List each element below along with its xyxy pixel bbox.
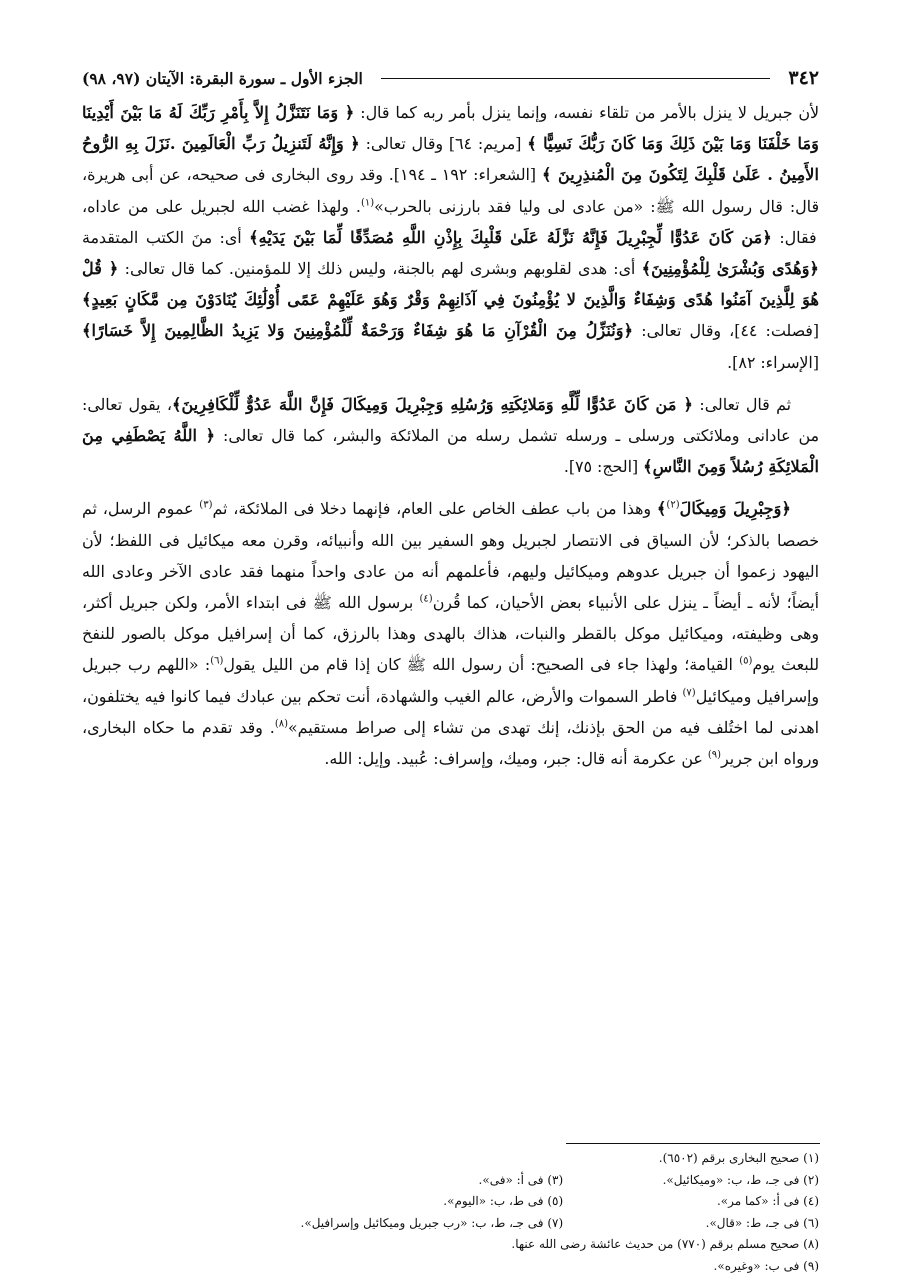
quran-verse: ﴿ وَإِنَّهُ لَتَنزِيلُ رَبِّ الْعَالَمِينَ .نَزَلَ بِهِ الرُّوحُ الأَمِينُ . عَلَىٰ قَلْبِكَ لِتَكُونَ مِنَ الْمُنذِرِينَ ﴾ [82,134,819,185]
quran-verse: ﴿وَنُنَزِّلُ مِنَ الْقُرْآنِ مَا هُوَ شِفَاءٌ وَرَحْمَةٌ لِّلْمُؤْمِنِينَ وَلا يَزِيدُ الظَّالِمِينَ إِلاَّ خَسَارًا﴾ [82,321,634,341]
footnote-ref-5[interactable]: (٥) [739,656,753,668]
text-run: أى: منَ الكتب المتقدمة [82,227,242,247]
quran-verse: ﴿وَجِبْرِيلَ وَمِيكَالَ$^{(٢)}$﴾ [656,499,791,519]
footnote-1: (١) صحيح البخارى برقم (٦٥٠٢). [658,1151,819,1165]
text-run: [الإسراء: ٨٢]. [727,352,819,372]
text-run: [الشعراء: ١٩٢ ـ ١٩٤]. وقد روى البخارى فى صحيحه، عن أبى هريرة، قال: قال رسول الله ﷺ: «من عادى لى وليا فقد بارزنى بالحرب» [82,165,819,216]
footnote-ref-7[interactable]: (٧) [682,687,696,699]
paragraph-3 [82,493,819,774]
text-run: لأن جبريل لا ينزل بالأمر من تلقاء نفسه، وإنما ينزل بأمر ربه كما قال: [354,103,820,122]
footnote-2: (٢) فى جـ، ط، ب: «وميكائيل». [662,1172,819,1187]
quran-verse: ﴿مَن كَانَ عَدُوًّا لِّجِبْرِيلَ فَإِنَّهُ نَزَّلَهُ عَلَىٰ قَلْبِكَ بِإِذْنِ اللَّهِ مُصَدِّقًا لِّمَا بَيْنَ يَدَيْهِ﴾ [249,227,772,247]
footnote-separator [566,1143,820,1144]
text-run: برسول الله ﷺ فى ابتداء الأمر، ولكن جبريل أكثر، وهى وظيفته، وميكائيل موكل بالقطر والنبات، هذاك بالهدى وهذا بالرزق، كما أن إسرافيل موكل بالصور للنفخ للبعث يوم [82,593,820,675]
quran-verse: ﴿ مَن كَانَ عَدُوًّا لِّلَّهِ وَمَلائِكَتِهِ وَرُسُلِهِ وَجِبْرِيلَ وَمِيكَالَ فَإِنَّ اللَّهَ عَدُوٌّ لِّلْكَافِرِينَ﴾ [171,394,694,414]
text-run: . ولهذا غضب الله لجبريل على من عاداه، فقال: [82,196,817,247]
footnote-6: (٦) فى جـ، ط: «قال». [705,1215,819,1230]
footnote-line [82,1191,819,1213]
text-run: فاطر السموات والأرض، عالم الغيب والشهادة، أنت تحكم بين عبادك فيما كانوا فيه يختلفون، اهدنى لما اختُلف فيه من الحق بإذنك، إنك تهدى من تشاء إلى صراط مستقيم» [82,686,820,737]
quran-verse: ﴿ قُلْ هُوَ لِلَّذِينَ آمَنُوا هُدًى وَشِفَاءٌ وَالَّذِينَ لا يُؤْمِنُونَ فِي آذَانِهِمْ وَقْرٌ وَهُوَ عَلَيْهِمْ عَمًى أُوْلَٰئِكَ يُنَادَوْنَ مِن مَّكَانٍ بَعِيدٍ﴾ [82,259,819,310]
text-run: ، يقول تعالى: من عادانى وملائكتى ورسلى ـ ورسله تشمل رسله من الملائكة والبشر، كما قال تعالى: [82,394,819,446]
quran-verse: ﴿وَهُدًى وَبُشْرَىٰ لِلْمُؤْمِنِينَ﴾ [641,259,820,279]
quran-verse: ﴿ اللَّهُ يَصْطَفِي مِنَ الْمَلائِكَةِ رُسُلاً وَمِنَ النَّاسِ﴾ [82,426,819,477]
footnote-4: (٤) فى أ: «كما مر». [716,1194,819,1209]
footnote-3: (٣) فى أ: «فى». [478,1172,564,1187]
paragraph-2 [82,389,819,483]
text-run: [الحج: ٧٥]. [563,457,639,477]
text-run: [فصلت: ٤٤]، وقال تعالى: [633,321,820,341]
footnote-ref-4[interactable]: (٤) [419,593,433,605]
text-run: : «اللهم رب جبريل وإسرافيل وميكائيل [82,655,819,706]
footnote-7: (٧) فى جـ، ط، ب: «رب جبريل وميكائيل وإسرافيل». [300,1215,564,1230]
footnote-line [82,1148,819,1170]
text-run: . وقد تقدم ما حكاه البخارى، ورواه ابن جرير [82,717,819,769]
text-run: وهذا من باب عطف الخاص على العام، فإنهما دخلا فى الملائكة، ثم [212,499,652,519]
footnote-8: (٨) صحيح مسلم برقم (٧٧٠) من حديث عائشة رضى الله عنها. [511,1237,819,1252]
footnote-ref-1[interactable]: (١) [360,197,375,209]
footnote-ref-3[interactable]: (٣) [199,500,213,512]
footnote-9: (٩) فى ب: «وغيره». [713,1258,819,1273]
page-number: ٣٤٢ [788,67,819,89]
text-run: عن عكرمة أنه قال: جبر، وميك، وإسراف: عُبيد. وإيل: الله. [324,749,703,769]
footnote-line [82,1256,819,1278]
text-run: القيامة؛ ولهذا جاء فى الصحيح: أن رسول الله ﷺ كان إذا قام من الليل يقول [223,655,733,675]
text-run: أى: هدى لقلوبهم وبشرى لهم بالجنة، وليس ذلك إلا للمؤمنين. كما قال تعالى: [118,259,636,279]
footnote-line [82,1234,819,1256]
text-run: عموم الرسل، ثم خصصا بالذكر؛ لأن السياق فى الانتصار لجبريل وهو السفير بين الله وأنبيائه، وقرن معه ميكائيل فى اللفظ؛ لأن اليهود زعموا أن جبريل عدوهم وميكائيل وليهم، فأعلمهم أنه من عادى واحداً منهما فقد عادى الآخر وعادى الله أيضاً؛ لأنه ـ أيضاً ـ ينزل على الأنبياء بعض الأحيان، كما قُرن [82,499,819,613]
footnote-ref-2[interactable]: (٢) [666,500,680,512]
main-text [82,97,819,774]
text-run: [مريم: ٦٤] وقال تعالى: [359,134,522,154]
footnote-ref-9[interactable]: (٩) [707,749,721,761]
footnote-ref-6[interactable]: (٦) [210,656,224,668]
text-run: ثم قال تعالى: [693,394,791,414]
running-header [82,64,819,92]
footnote-line [82,1170,819,1192]
footnote-5: (٥) فى ط، ب: «اليوم». [443,1194,564,1209]
footnote-line [82,1213,819,1235]
quran-verse: ﴿ وَمَا نَتَنَزَّلُ إِلاَّ بِأَمْرِ رَبِّكَ لَهُ مَا بَيْنَ أَيْدِينَا وَمَا خَلْفَنَا وَمَا بَيْنَ ذَلِكَ وَمَا كَانَ رَبُّكَ نَسِيًّا ﴾ [82,103,819,154]
paragraph-1 [82,97,819,378]
running-title: الجزء الأول ـ سورة البقرة: الآيتان (٩٧، ٩٨) [82,68,363,88]
header-rule [381,78,771,79]
footnotes [82,1148,819,1278]
footnote-ref-8[interactable]: (٨) [274,718,289,730]
